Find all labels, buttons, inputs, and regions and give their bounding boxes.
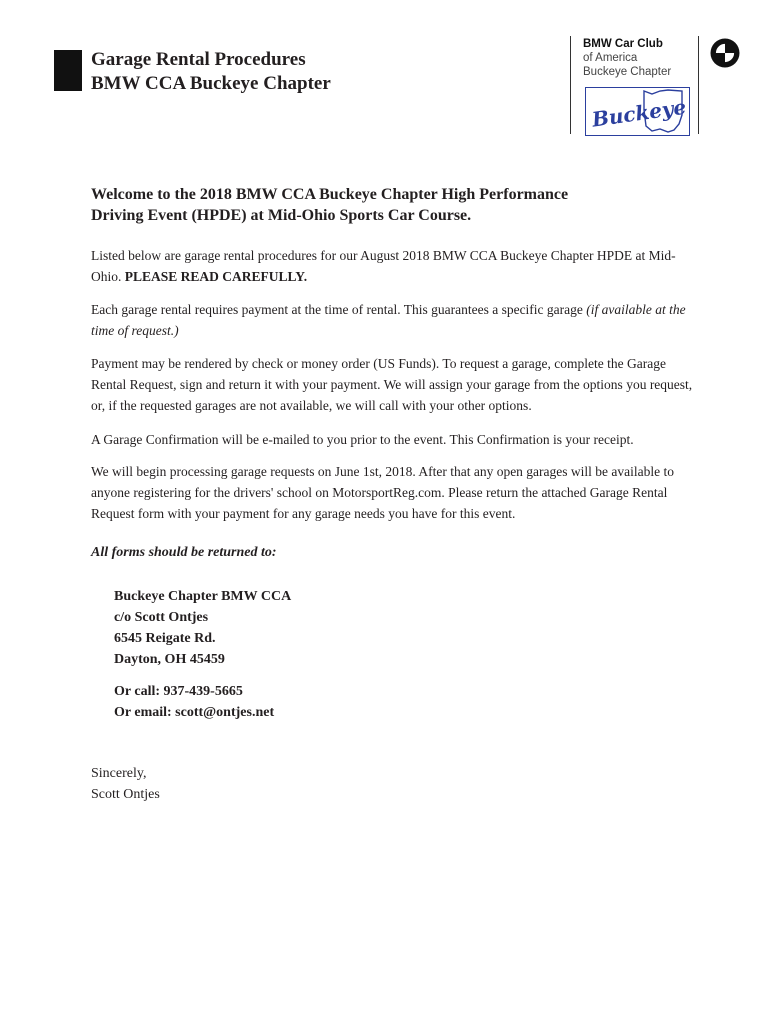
forms-return-heading: All forms should be returned to: xyxy=(91,545,277,560)
mailing-address xyxy=(114,586,291,670)
confirmation-paragraph: A Garage Confirmation will be e-mailed to you prior to the event. This Confirmation is your receipt. xyxy=(91,432,634,447)
contact-info xyxy=(114,681,274,723)
welcome-heading xyxy=(91,184,651,226)
address-line-2: c/o Scott Ontjes xyxy=(114,610,209,625)
buckeye-script-text: Buckeye xyxy=(590,94,688,132)
address-line-1: Buckeye Chapter BMW CCA xyxy=(114,589,292,604)
buckeye-logo xyxy=(585,87,690,136)
contact-phone: Or call: 937-439-5665 xyxy=(114,684,243,699)
chapter-name: Buckeye Chapter xyxy=(583,66,672,78)
address-line-3: 6545 Reigate Rd. xyxy=(114,631,216,646)
payment-requirement-text: Each garage rental requires payment at the time of rental. This guarantees a specific garage xyxy=(91,302,587,317)
intro-text: Listed below are garage rental procedures for our August 2018 BMW CCA Buckeye Chapter HPDE at Mid-Ohio. xyxy=(91,248,676,284)
payment-method-paragraph: Payment may be rendered by check or money order (US Funds). To request a garage, complete the Garage Rental Request, sign and return it with your payment. We will assign your garage from the options you request, or, if the requested garages are not available, we will call with your other options. xyxy=(91,356,693,413)
intro-emphasis: PLEASE READ CAREFULLY. xyxy=(124,269,308,284)
club-logo-text xyxy=(583,37,671,79)
logo-divider-right xyxy=(698,36,699,134)
signature-block xyxy=(91,763,160,805)
title-line-2: BMW CCA Buckeye Chapter xyxy=(91,73,331,94)
page-title xyxy=(91,48,331,96)
welcome-line-1: Welcome to the 2018 BMW CCA Buckeye Chapter High Performance xyxy=(91,186,569,203)
club-name: BMW Car Club xyxy=(583,38,663,50)
welcome-line-2: Driving Event (HPDE) at Mid-Ohio Sports Car Course. xyxy=(91,207,472,224)
buckeye-state-icon xyxy=(586,88,689,135)
signer-name: Scott Ontjes xyxy=(91,787,160,802)
logo-divider-left xyxy=(570,36,571,134)
closing: Sincerely, xyxy=(91,766,147,781)
address-line-4: Dayton, OH 45459 xyxy=(114,652,225,667)
availability-note: (if available at the time of request.) xyxy=(91,302,686,338)
title-line-1: Garage Rental Procedures xyxy=(91,49,306,70)
bmw-roundel-icon xyxy=(710,38,740,68)
processing-paragraph: We will begin processing garage requests on June 1st, 2018. After that any open garages will be available to anyone registering for the drivers' school on MotorsportReg.com. Please return the attached Garage Rental Request form with your payment for any garage needs you have for this event. xyxy=(91,464,674,521)
intro-paragraph xyxy=(91,245,701,287)
header-marker-block xyxy=(54,50,82,91)
contact-email: Or email: scott@ontjes.net xyxy=(114,705,275,720)
club-subtitle: of America xyxy=(583,52,638,64)
payment-requirement-paragraph xyxy=(91,299,701,341)
